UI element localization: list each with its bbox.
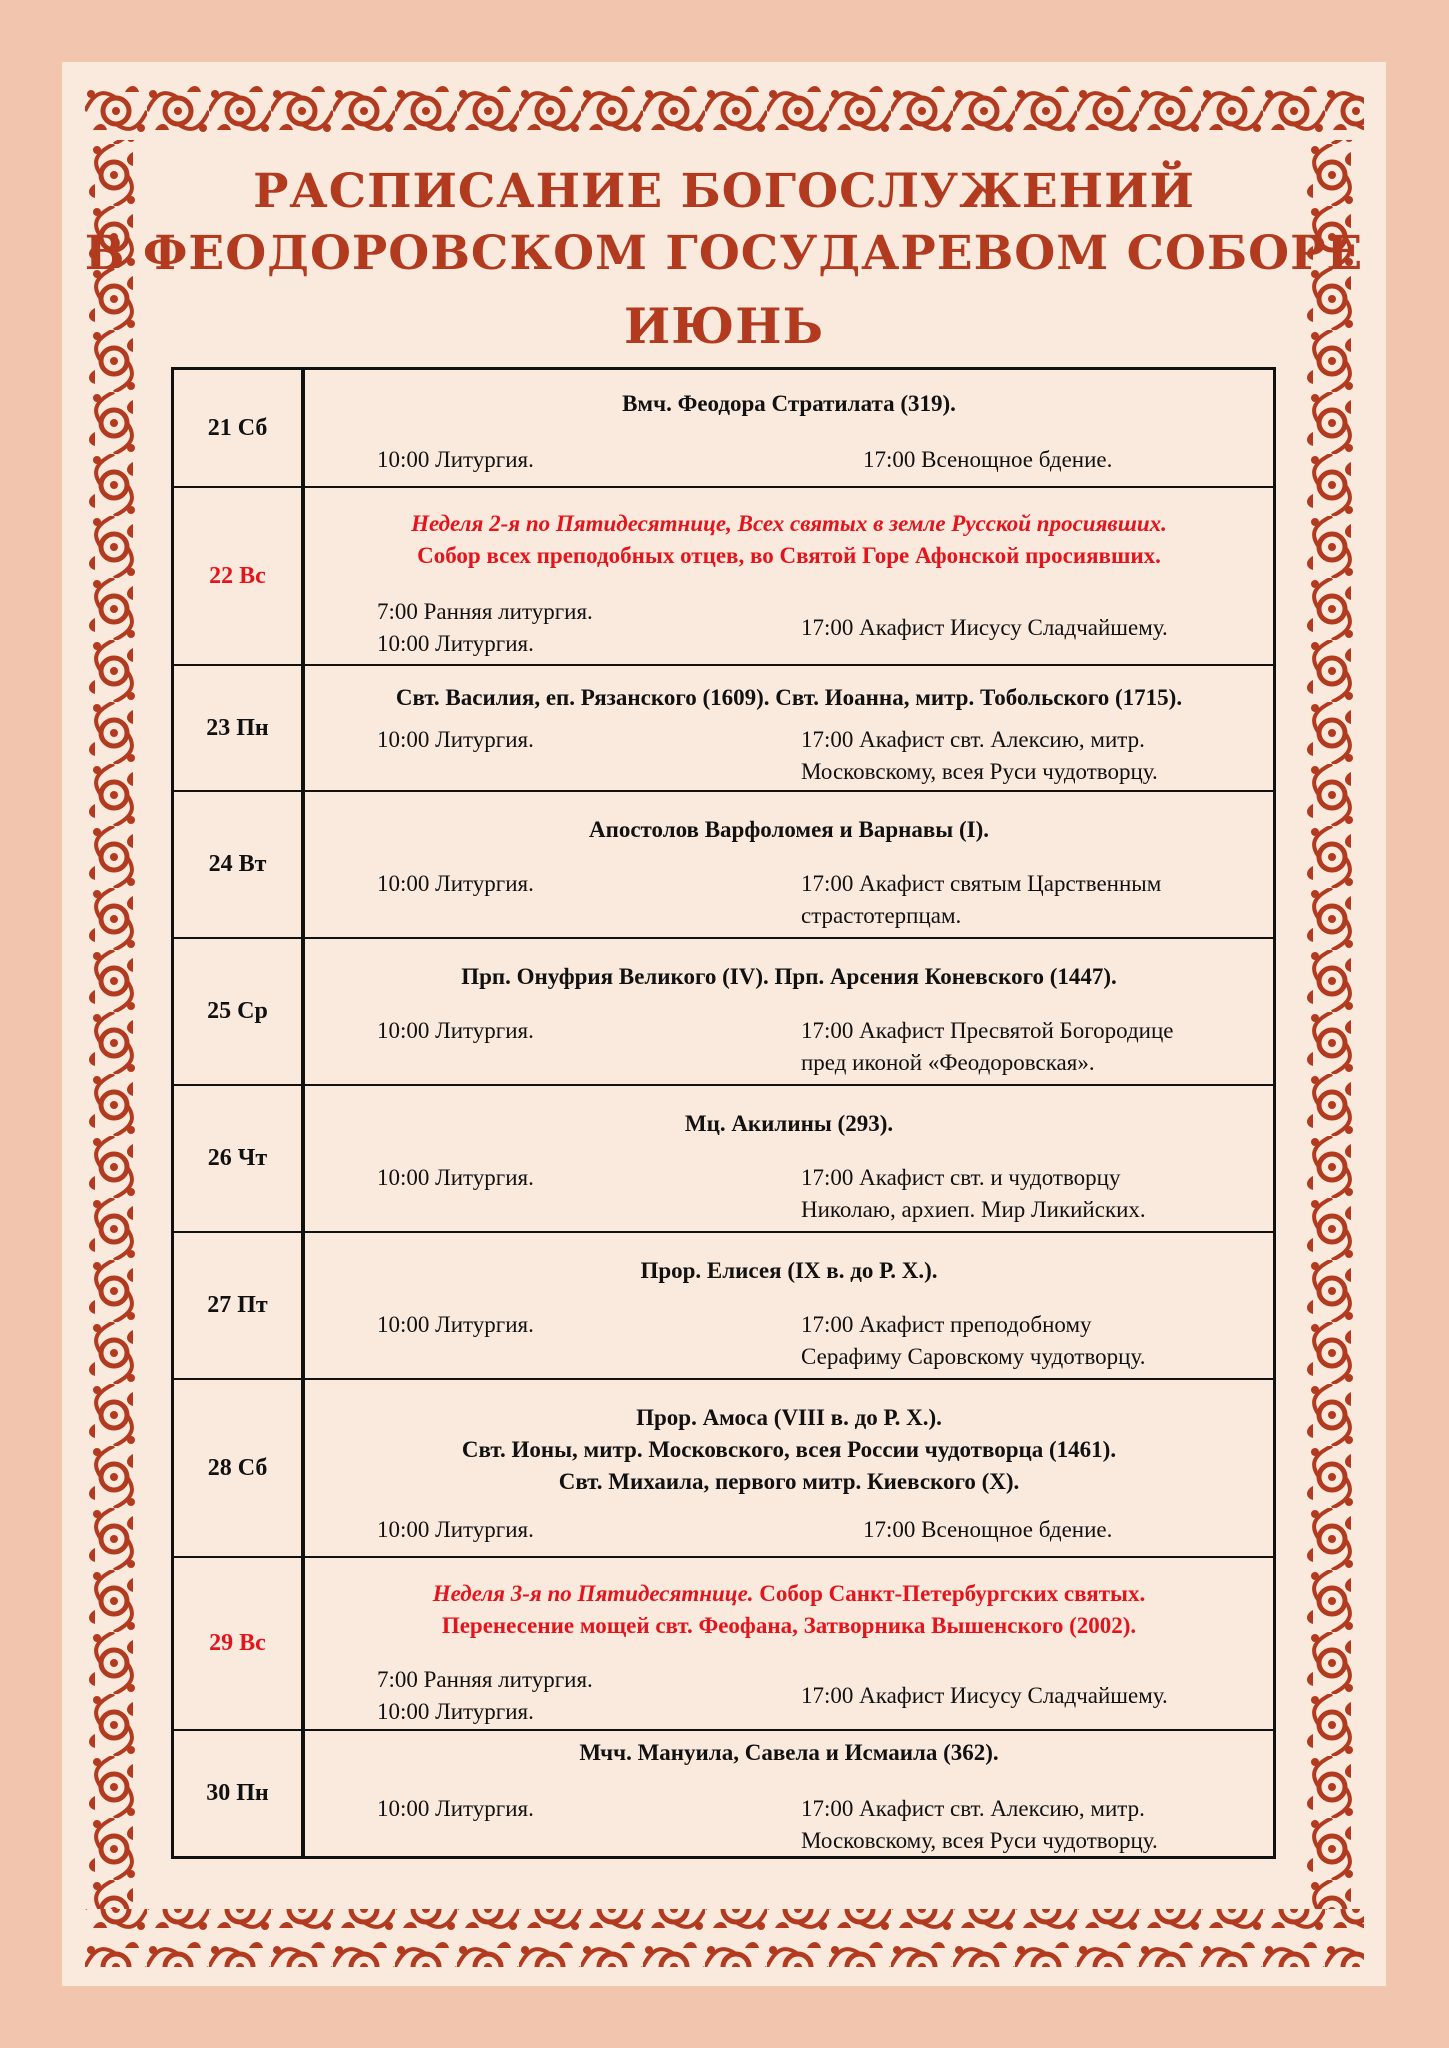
feast-title [305,1558,1273,1642]
feast-title: Вмч. Феодора Стратилата (319). [622,391,956,416]
row-content [305,792,1273,937]
schedule-row [174,790,1273,937]
morning-service: 10:00 Литургия. [377,1796,534,1821]
feast-title: Мц. Акилины (293). [684,1111,894,1136]
schedule-row [174,937,1273,1084]
schedule-table [171,367,1276,1859]
row-content [305,1558,1273,1729]
evening-service: 17:00 Всенощное бдение. [863,447,1113,472]
row-day: 27 Пт [174,1233,305,1378]
schedule-row [174,1084,1273,1231]
row-day: 29 Вс [174,1558,305,1729]
row-day: 22 Вс [174,488,305,664]
row-content [305,1233,1273,1378]
row-content [305,370,1273,486]
morning-service: 10:00 Литургия. [377,1018,534,1043]
evening-service: 17:00 Акафист Иисусу Сладчайшему. [801,1683,1168,1708]
title-month: ИЮНЬ [623,297,825,355]
schedule-row [174,486,1273,664]
schedule-row [174,370,1273,486]
row-day: 25 Ср [174,939,305,1084]
row-content [305,1731,1273,1856]
morning-service: 10:00 Литургия. [377,1312,534,1337]
evening-service: 17:00 Акафист свт. и чудотворцу Николаю, архиеп. Мир Ликийских. [801,1165,1146,1222]
row-day: 30 Пн [174,1731,305,1856]
row-content [305,1086,1273,1231]
feast-title [305,488,1273,572]
feast-title: Апостолов Варфоломея и Варнавы (I). [588,817,990,842]
row-day: 28 Сб [174,1380,305,1556]
row-content [305,666,1273,790]
feast-rest: Собор Санкт-Петербургских святых. [753,1581,1146,1606]
row-day: 26 Чт [174,1086,305,1231]
row-content [305,1380,1273,1556]
feast-title: Прор. Елисея (IX в. до Р. Х.). [640,1258,938,1283]
feast-italic: Неделя 2-я по Пятидесятнице, Всех святых в земле Русской просиявших. [411,511,1167,536]
feast-title: Прп. Онуфрия Великого (IV). Прп. Арсения Коневского (1447). [461,964,1117,989]
evening-service: 17:00 Акафист Иисусу Сладчайшему. [801,615,1168,640]
evening-service: 17:00 Акафист свт. Алексию, митр. Московскому, всея Руси чудотворцу. [801,1796,1158,1853]
title-line-1: РАСПИСАНИЕ БОГОСЛУЖЕНИЙ [253,164,1195,219]
feast-italic: Неделя 3-я по Пятидесятнице. [432,1581,754,1606]
evening-service: 17:00 Акафист свт. Алексию, митр. Московскому, всея Руси чудотворцу. [801,727,1158,784]
feast-line-2: Собор всех преподобных отцев, во Святой Горе Афонской просиявших. [417,543,1161,568]
schedule-row [174,1378,1273,1556]
row-day: 21 Сб [174,370,305,486]
evening-service: 17:00 Акафист преподобному Серафиму Саровскому чудотворцу. [801,1312,1146,1369]
morning-service: 7:00 Ранняя литургия. 10:00 Литургия. [377,1667,593,1724]
evening-service: 17:00 Акафист святым Царственным страстотерпцам. [801,871,1162,928]
schedule-row [174,1556,1273,1729]
row-content [305,488,1273,664]
morning-service: 10:00 Литургия. [377,447,534,472]
morning-service: 10:00 Литургия. [377,871,534,896]
feast-title: Прор. Амоса (VIII в. до Р. Х.). Свт. Ионы, митр. Московского, всея России чудотворца (1461). Свт. Михаила, первого митр. Киевского (X). [461,1405,1117,1494]
evening-service: 17:00 Акафист Пресвятой Богородице пред иконой «Феодоровская». [801,1018,1174,1075]
morning-service: 7:00 Ранняя литургия. 10:00 Литургия. [377,599,593,656]
morning-service: 10:00 Литургия. [377,1165,534,1190]
schedule-row [174,664,1273,790]
title-line-2: В ФЕОДОРОВСКОМ ГОСУДАРЕВОМ СОБОРЕ [84,226,1364,281]
schedule-row [174,1231,1273,1378]
row-day: 23 Пн [174,666,305,790]
morning-service: 10:00 Литургия. [377,727,534,752]
row-content [305,939,1273,1084]
feast-line-2: Перенесение мощей свт. Феофана, Затворника Вышенского (2002). [441,1613,1137,1638]
feast-title: Свт. Василия, еп. Рязанского (1609). Свт. Иоанна, митр. Тобольского (1715). [395,685,1183,710]
row-day: 24 Вт [174,792,305,937]
morning-service: 10:00 Литургия. [377,1517,534,1542]
feast-title: Мчч. Мануила, Савела и Исмаила (362). [579,1740,999,1765]
evening-service: 17:00 Всенощное бдение. [863,1517,1113,1542]
schedule-row [174,1729,1273,1856]
